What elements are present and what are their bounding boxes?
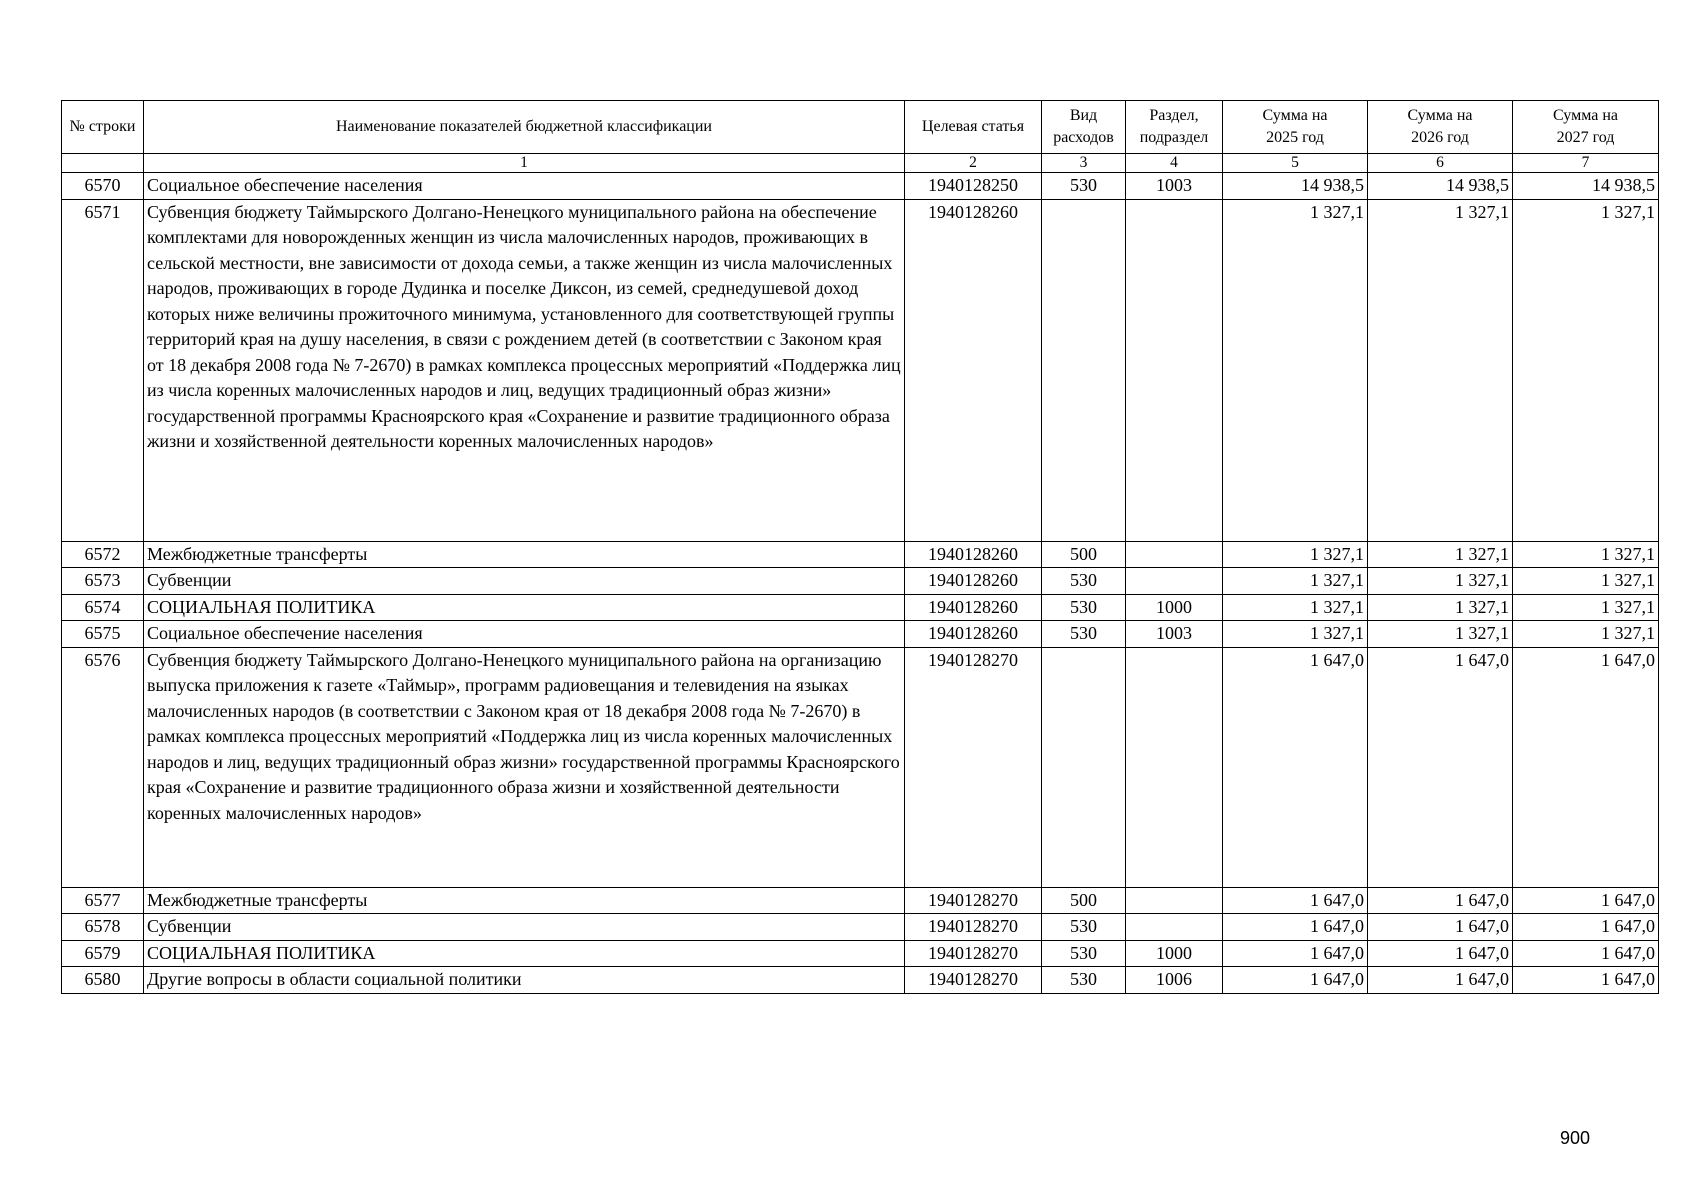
row-sum-2027: 1 647,0: [1513, 647, 1659, 887]
row-sum-2025: 1 327,1: [1223, 541, 1368, 568]
row-name: Другие вопросы в области социальной политики: [144, 967, 905, 994]
row-target: 1940128250: [905, 173, 1042, 200]
row-type: 530: [1042, 621, 1126, 648]
table-row: [62, 568, 1659, 595]
row-section: [1126, 568, 1223, 595]
row-number: 6571: [62, 199, 144, 541]
table-row: [62, 199, 1659, 541]
row-sum-2026: 1 327,1: [1368, 199, 1513, 541]
row-type: 500: [1042, 541, 1126, 568]
colnum-5: 5: [1223, 154, 1368, 173]
row-target: 1940128270: [905, 967, 1042, 994]
row-type: [1042, 199, 1126, 541]
header-sum-2026-line1: Сумма на: [1407, 107, 1473, 124]
row-sum-2025: 1 647,0: [1223, 914, 1368, 941]
row-sum-2026: 1 647,0: [1368, 647, 1513, 887]
row-target: 1940128270: [905, 940, 1042, 967]
row-target: 1940128270: [905, 914, 1042, 941]
row-sum-2025: 1 327,1: [1223, 199, 1368, 541]
row-type: 530: [1042, 594, 1126, 621]
table-row: [62, 621, 1659, 648]
header-type: [1042, 101, 1126, 154]
row-number: 6572: [62, 541, 144, 568]
row-type: 530: [1042, 940, 1126, 967]
row-type: 530: [1042, 173, 1126, 200]
row-section: 1003: [1126, 173, 1223, 200]
row-sum-2025: 1 647,0: [1223, 647, 1368, 887]
row-number: 6579: [62, 940, 144, 967]
row-type: 530: [1042, 914, 1126, 941]
table-row: [62, 541, 1659, 568]
row-sum-2027: 1 327,1: [1513, 621, 1659, 648]
row-name: Межбюджетные трансферты: [144, 541, 905, 568]
table-row: [62, 887, 1659, 914]
row-target: 1940128270: [905, 647, 1042, 887]
row-name: Социальное обеспечение населения: [144, 621, 905, 648]
colnum-6: 6: [1368, 154, 1513, 173]
header-sum-2027: [1513, 101, 1659, 154]
table-row: [62, 967, 1659, 994]
row-number: 6575: [62, 621, 144, 648]
row-sum-2025: 1 327,1: [1223, 568, 1368, 595]
row-name: СОЦИАЛЬНАЯ ПОЛИТИКА: [144, 594, 905, 621]
row-sum-2027: 1 327,1: [1513, 594, 1659, 621]
row-sum-2026: 1 327,1: [1368, 568, 1513, 595]
table-header-row: [62, 101, 1659, 154]
row-target: 1940128260: [905, 621, 1042, 648]
row-type: 530: [1042, 568, 1126, 595]
row-sum-2025: 14 938,5: [1223, 173, 1368, 200]
colnum-7: 7: [1513, 154, 1659, 173]
header-sum-2026: [1368, 101, 1513, 154]
table-row: [62, 173, 1659, 200]
row-sum-2026: 1 647,0: [1368, 967, 1513, 994]
row-name: СОЦИАЛЬНАЯ ПОЛИТИКА: [144, 940, 905, 967]
row-sum-2026: 14 938,5: [1368, 173, 1513, 200]
row-number: 6577: [62, 887, 144, 914]
row-name: Социальное обеспечение населения: [144, 173, 905, 200]
header-section: [1126, 101, 1223, 154]
row-section: [1126, 647, 1223, 887]
row-type: 530: [1042, 967, 1126, 994]
row-sum-2026: 1 647,0: [1368, 887, 1513, 914]
row-sum-2025: 1 327,1: [1223, 594, 1368, 621]
row-sum-2026: 1 327,1: [1368, 541, 1513, 568]
row-name: Субвенции: [144, 568, 905, 595]
row-name: Субвенция бюджету Таймырского Долгано-Ненецкого муниципального района на организацию выпуска приложения к газете «Таймыр», программ радиовещания и телевидения на языках малочисленных народов (в соответствии с Законом края от 18 декабря 2008 года № 7-2670) в рамках комплекса процессных мероприятий «Поддержка лиц из числа коренных малочисленных народов и лиц, ведущих традиционный образ жизни» государственной программы Красноярского края «Сохранение и развитие традиционного образа жизни и хозяйственной деятельности коренных малочисленных народов»: [144, 647, 905, 887]
row-name: Межбюджетные трансферты: [144, 887, 905, 914]
header-target: Целевая статья: [905, 101, 1042, 154]
row-section: 1000: [1126, 594, 1223, 621]
row-section: 1006: [1126, 967, 1223, 994]
table-row: [62, 594, 1659, 621]
table-row: [62, 647, 1659, 887]
row-sum-2026: 1 327,1: [1368, 621, 1513, 648]
header-sum-2025: [1223, 101, 1368, 154]
header-sum-2025-line2: 2025 год: [1266, 129, 1324, 146]
row-target: 1940128270: [905, 887, 1042, 914]
header-name: Наименование показателей бюджетной классификации: [144, 101, 905, 154]
row-type: [1042, 647, 1126, 887]
header-section-line1: Раздел,: [1149, 107, 1199, 124]
row-sum-2026: 1 647,0: [1368, 914, 1513, 941]
header-sum-2027-line1: Сумма на: [1553, 107, 1618, 124]
table-row: [62, 914, 1659, 941]
row-number: 6570: [62, 173, 144, 200]
header-type-line2: расходов: [1053, 129, 1114, 146]
row-sum-2026: 1 647,0: [1368, 940, 1513, 967]
row-target: 1940128260: [905, 568, 1042, 595]
row-section: 1000: [1126, 940, 1223, 967]
row-number: 6573: [62, 568, 144, 595]
row-target: 1940128260: [905, 541, 1042, 568]
row-type: 500: [1042, 887, 1126, 914]
budget-table: [61, 100, 1659, 994]
row-section: [1126, 914, 1223, 941]
colnum-2: 2: [905, 154, 1042, 173]
row-target: 1940128260: [905, 199, 1042, 541]
row-number: 6574: [62, 594, 144, 621]
row-sum-2025: 1 647,0: [1223, 887, 1368, 914]
page-number: 900: [1560, 1128, 1591, 1148]
row-sum-2025: 1 647,0: [1223, 967, 1368, 994]
row-section: 1003: [1126, 621, 1223, 648]
header-sum-2027-line2: 2027 год: [1556, 129, 1615, 146]
row-sum-2025: 1 327,1: [1223, 621, 1368, 648]
row-sum-2025: 1 647,0: [1223, 940, 1368, 967]
row-section: [1126, 887, 1223, 914]
colnum-blank: [62, 154, 144, 173]
row-sum-2027: 1 327,1: [1513, 568, 1659, 595]
header-sum-2026-line2: 2026 год: [1411, 129, 1469, 146]
header-section-line2: подраздел: [1139, 129, 1209, 146]
row-sum-2027: 1 647,0: [1513, 914, 1659, 941]
column-number-row: [62, 154, 1659, 173]
row-section: [1126, 541, 1223, 568]
row-sum-2027: 1 647,0: [1513, 887, 1659, 914]
table-row: [62, 940, 1659, 967]
colnum-4: 4: [1126, 154, 1223, 173]
colnum-1: 1: [144, 154, 905, 173]
row-sum-2027: 1 327,1: [1513, 199, 1659, 541]
row-sum-2027: 1 647,0: [1513, 967, 1659, 994]
header-row-no: № строки: [62, 101, 144, 154]
row-number: 6576: [62, 647, 144, 887]
row-name: Субвенция бюджету Таймырского Долгано-Ненецкого муниципального района на обеспечение комплектами для новорожденных женщин из числа малочисленных народов, проживающих в сельской местности, вне зависимости от дохода семьи, а также женщин из числа малочисленных народов, проживающих в городе Дудинка и поселке Диксон, из семей, среднедушевой доход которых ниже величины прожиточного минимума, установленного для соответствующей группы территорий края на душу населения, в связи с рождением детей (в соответствии с Законом края от 18 декабря 2008 года № 7-2670) в рамках комплекса процессных мероприятий «Поддержка лиц из числа коренных малочисленных народов и лиц, ведущих традиционный образ жизни» государственной программы Красноярского края «Сохранение и развитие традиционного образа жизни и хозяйственной деятельности коренных малочисленных народов»: [144, 199, 905, 541]
row-name: Субвенции: [144, 914, 905, 941]
row-sum-2027: 14 938,5: [1513, 173, 1659, 200]
row-sum-2026: 1 327,1: [1368, 594, 1513, 621]
header-type-line1: Вид: [1069, 107, 1098, 124]
row-target: 1940128260: [905, 594, 1042, 621]
header-sum-2025-line1: Сумма на: [1262, 107, 1328, 124]
row-number: 6578: [62, 914, 144, 941]
row-sum-2027: 1 647,0: [1513, 940, 1659, 967]
colnum-3: 3: [1042, 154, 1126, 173]
row-section: [1126, 199, 1223, 541]
row-sum-2027: 1 327,1: [1513, 541, 1659, 568]
row-number: 6580: [62, 967, 144, 994]
